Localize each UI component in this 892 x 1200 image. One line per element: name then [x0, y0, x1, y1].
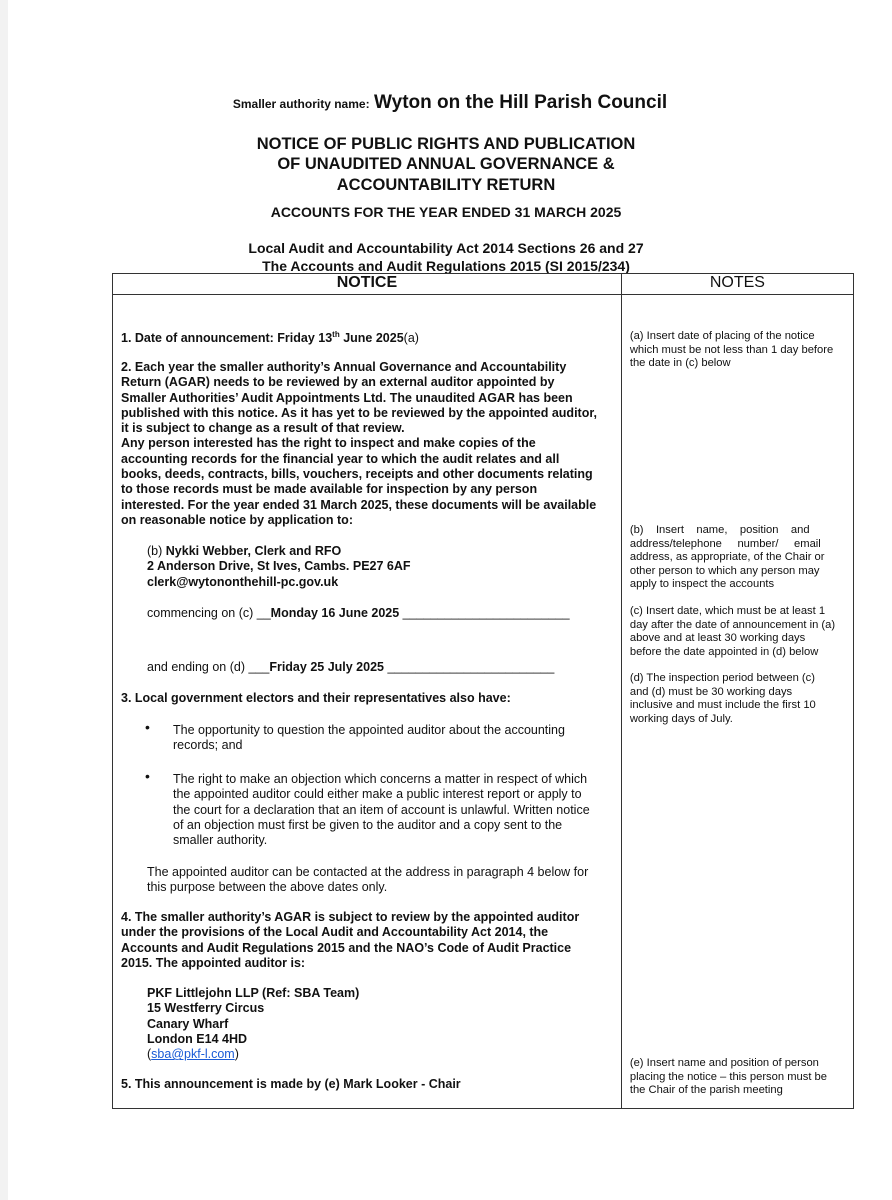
accounts-year-heading: ACCOUNTS FOR THE YEAR ENDED 31 MARCH 2025 — [270, 204, 622, 220]
commencing-date: Monday 16 June 2025 — [270, 606, 400, 620]
auditor-address: PKF Littlejohn LLP (Ref: SBA Team) 15 Westferry Circus Canary Wharf London E14 4HD (sba@pkf-l.com) — [147, 986, 360, 1062]
regulations-heading: The Accounts and Audit Regulations 2015 (SI 2015/234) — [262, 258, 630, 274]
notice-table — [112, 273, 854, 1109]
ending-date: Friday 25 July 2025 — [269, 660, 384, 674]
contact-email: clerk@wytononthehill-pc.gov.uk — [147, 574, 339, 589]
act-heading: Local Audit and Accountability Act 2014 Sections 26 and 27 — [248, 240, 644, 256]
auditor-email-link[interactable]: sba@pkf-l.com — [151, 1047, 235, 1062]
document-page — [8, 0, 892, 1200]
title-line-3: ACCOUNTABILITY RETURN — [336, 176, 556, 194]
commencing-line: commencing on (c) __Monday 16 June 2025 ________________________ — [147, 606, 570, 620]
authority-name-line — [8, 92, 892, 114]
paragraph-5: 5. This announcement is made by (e) Mark Looker - Chair — [121, 1077, 461, 1091]
bullet-2-text: The right to make an objection which concerns a matter in respect of which the appointed auditor could either make a public interest report or apply to the court for a declaration that an item of account is unlawful. Written notice of an objection must first be given to the auditor and a copy sent to the smaller authority. — [173, 772, 590, 848]
notes-column-header: NOTES — [621, 274, 853, 295]
title-line-2: OF UNAUDITED ANNUAL GOVERNANCE & — [277, 155, 615, 173]
announcement-date: 1. Date of announcement: Friday 13th June 2025(a) — [121, 330, 419, 346]
ending-line: and ending on (d) ___Friday 25 July 2025 ________________________ — [147, 660, 555, 674]
paragraph-3-heading: 3. Local government electors and their representatives also have: — [121, 691, 511, 705]
bullet-1-marker: • — [145, 719, 150, 735]
note-e: (e) Insert name and position of person placing the notice – this person must be the Chair of the parish meeting — [629, 1057, 827, 1096]
contact-block: (b) Nykki Webber, Clerk and RFO 2 Anderson Drive, St Ives, Cambs. PE27 6AF clerk@wytononthehill-pc.gov.uk — [147, 544, 411, 589]
note-d: (d) The inspection period between (c) and (d) must be 30 working days inclusive and must include the first 10 working days of July. — [629, 672, 816, 725]
authority-name-label: Smaller authority name: — [232, 97, 370, 111]
title-line-1: NOTICE OF PUBLIC RIGHTS AND PUBLICATION — [256, 135, 636, 153]
notice-column-header: NOTICE — [113, 274, 622, 295]
notice-column — [113, 295, 622, 1109]
bullet-1-text: The opportunity to question the appointed auditor about the accounting records; and — [173, 723, 565, 753]
note-c: (c) Insert date, which must be at least 1 day after the date of announcement in (a) above and at least 30 working days before the date appointed in (d) below — [629, 605, 836, 658]
contact-name: Nykki Webber, Clerk and RFO — [165, 544, 342, 558]
note-a: (a) Insert date of placing of the notice which must be not less than 1 day before the date in (c) below — [629, 330, 834, 369]
paragraph-4: 4. The smaller authority’s AGAR is subject to review by the appointed auditor under the provisions of the Local Audit and Accountability Act 2014, the Accounts and Audit Regulations 2015 and the NAO’s Code of Audit Practice 2015. The appointed auditor is: — [121, 910, 580, 970]
auditor-name: PKF Littlejohn LLP (Ref: SBA Team) — [147, 986, 360, 1000]
auditor-contact-note: The appointed auditor can be contacted at the address in paragraph 4 below for this purpose between the above dates only. — [147, 865, 589, 895]
note-b: (b) Insert name, position and address/telephone number/ email address, as appropriate, of the Chair or other person to which any person may apply to inspect the accounts — [629, 524, 825, 590]
contact-address: 2 Anderson Drive, St Ives, Cambs. PE27 6AF — [147, 559, 411, 574]
bullet-2-marker: • — [145, 768, 150, 784]
notes-column — [621, 295, 853, 1109]
authority-name-value: Wyton on the Hill Parish Council — [374, 92, 668, 113]
paragraph-2: 2. Each year the smaller authority’s Annual Governance and Accountability Return (AGAR) needs to be reviewed by an external auditor appointed by Smaller Authorities’ Audit Appointments Ltd. The unaudited AGAR has been published with this notice. As it has yet to be reviewed by the appointed auditor, it is subject to change as a result of that review. Any person interested has the right to inspect and make copies of the accounting records for the financial year to which the audit relates and all books, deeds, contracts, bills, vouchers, receipts and other documents relating to those records must be made available for inspection by any person interested. For the year ended 31 March 2025, these documents will be available on reasonable notice by application to: — [121, 360, 597, 527]
